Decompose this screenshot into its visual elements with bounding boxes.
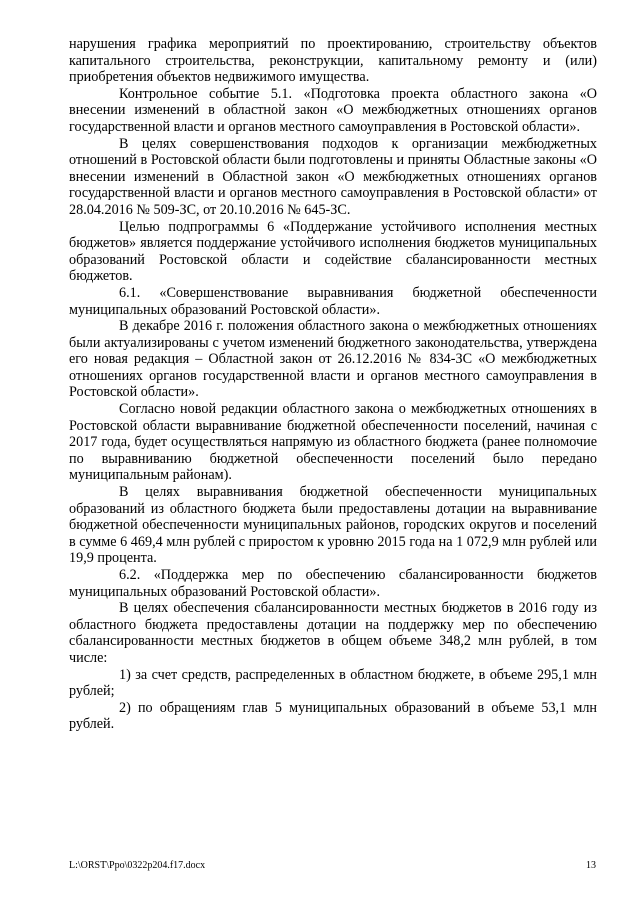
paragraph-1: нарушения графика мероприятий по проектированию, строительству объектов капитального строительства, реконструкции, капитальному ремонту и (или) приобретения объектов недвижимого имущества. — [69, 36, 597, 86]
paragraph-5: 6.1. «Совершенствование выравнивания бюджетной обеспеченности муниципальных образований Ростовской области». — [69, 284, 597, 318]
paragraph-6: В декабре 2016 г. положения областного закона о межбюджетных отношениях были актуализированы с учетом изменений бюджетного законодательства, утверждена его новая редакция – Областной закон от 26.12.2016 № 834-ЗС «О межбюджетных отношениях органов государственной власти и органов местного самоуправления в Ростовской области». — [69, 318, 597, 401]
paragraph-2: Контрольное событие 5.1. «Подготовка проекта областного закона «О внесении изменений в областной закон «О межбюджетных отношениях органов государственной власти и органов местного самоуправления в Ростовской области». — [69, 85, 597, 135]
paragraph-9: 6.2. «Поддержка мер по обеспечению сбалансированности бюджетов муниципальных образований Ростовской области». — [69, 567, 597, 600]
paragraph-4: Целью подпрограммы 6 «Поддержание устойчивого исполнения местных бюджетов» является поддержание устойчивого исполнения бюджетов муниципальных образований Ростовской области и содействие сбалансированности местных бюджетов. — [69, 218, 597, 285]
document-body — [69, 36, 597, 733]
paragraph-10: В целях обеспечения сбалансированности местных бюджетов в 2016 году из областного бюджета предоставлены дотации на поддержку мер по обеспечению сбалансированности местных бюджетов в общем объеме 348,2 млн рублей, в том числе: — [69, 600, 597, 666]
paragraph-7: Согласно новой редакции областного закона о межбюджетных отношениях в Ростовской области выравнивание бюджетной обеспеченности поселений, начиная с 2017 года, будет осуществляться напрямую из областного бюджета (ранее полномочие по выравниванию бюджетной обеспеченности поселений было передано муниципальным районам). — [69, 401, 597, 484]
paragraph-12: 2) по обращениям глав 5 муниципальных образований в объеме 53,1 млн рублей. — [69, 699, 597, 733]
footer-file-path: L:\ORST\Ppo\0322p204.f17.docx — [69, 860, 206, 871]
paragraph-3: В целях совершенствования подходов к организации межбюджетных отношений в Ростовской области были подготовлены и приняты Областные законы «О внесении изменений в Областной закон «О межбюджетных отношениях органов государственной власти и органов местного самоуправления в Ростовской области» от 28.04.2016 № 509-ЗС, от 20.10.2016 № 645-ЗС. — [69, 135, 597, 218]
paragraph-8: В целях выравнивания бюджетной обеспеченности муниципальных образований из областного бюджета были предоставлены дотации на выравнивание бюджетной обеспеченности муниципальных районов, городских округов и поселений в сумме 6 469,4 млн рублей с приростом к уровню 2015 года на 1 072,9 млн рублей или 19,9 процента. — [69, 484, 597, 567]
footer-page-number: 13 — [586, 860, 596, 871]
paragraph-11: 1) за счет средств, распределенных в областном бюджете, в объеме 295,1 млн рублей; — [69, 666, 597, 700]
